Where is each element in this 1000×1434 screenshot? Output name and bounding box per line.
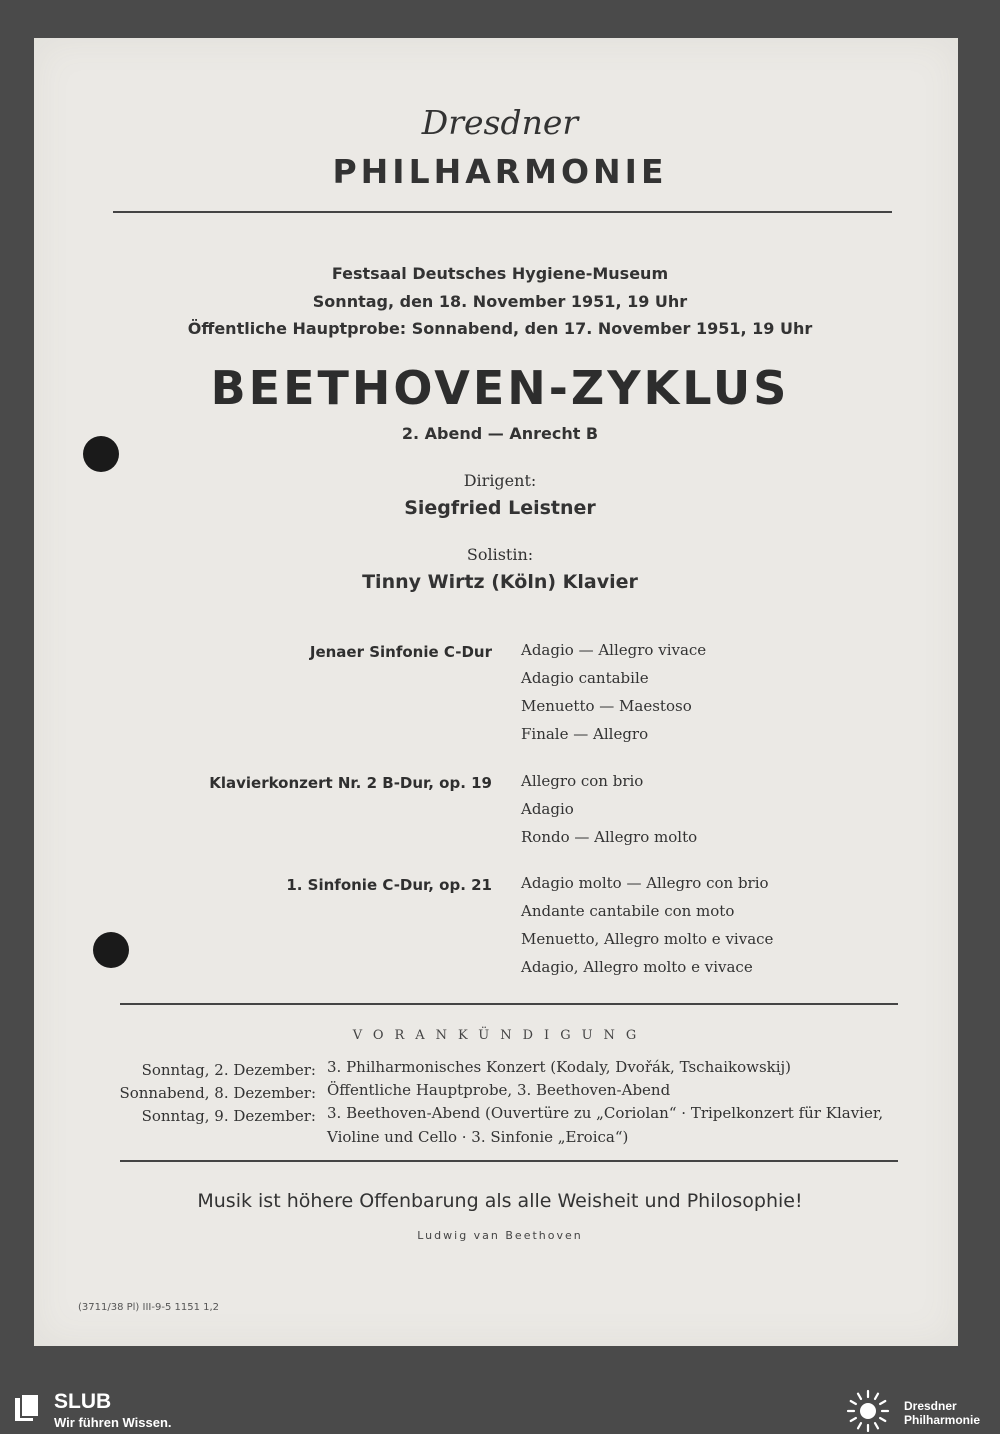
venue-line: Festsaal Deutsches Hygiene-Museum — [331, 264, 669, 283]
announcement-date: Sonntag, 2. Dezember: — [141, 1061, 316, 1079]
movement: Adagio — Allegro vivace — [521, 641, 707, 659]
soloist-name: Tinny Wirtz (Köln) Klavier — [362, 571, 638, 593]
partner-name-line2: Philharmonie — [904, 1413, 981, 1427]
movement: Adagio, Allegro molto e vivace — [521, 958, 753, 976]
slub-name: SLUB — [54, 1390, 112, 1413]
header-divider — [113, 211, 892, 213]
movement: Rondo — Allegro molto — [521, 828, 698, 846]
work-title: Klavierkonzert Nr. 2 B-Dur, op. 19 — [209, 774, 492, 792]
slub-tagline: Wir führen Wissen. — [54, 1415, 172, 1430]
header-main-title: PHILHARMONIE — [332, 152, 668, 191]
quote-author: Ludwig van Beethoven — [417, 1229, 583, 1242]
soloist-label: Solistin: — [466, 545, 534, 564]
announcement-text: 3. Beethoven-Abend (Ouvertüre zu „Coriolan“ · Tripelkonzert für Klavier, — [327, 1104, 884, 1122]
movement: Allegro con brio — [521, 772, 644, 790]
rehearsal-date: Öffentliche Hauptprobe: Sonnabend, den 17. November 1951, 19 Uhr — [187, 319, 813, 338]
sunburst-logo-icon — [842, 1388, 894, 1432]
announcement-text: Violine und Cello · 3. Sinfonie „Eroica“) — [327, 1128, 629, 1146]
header-script-title: Dresdner — [421, 103, 579, 142]
footer-bar — [0, 1384, 1000, 1434]
concert-date: Sonntag, den 18. November 1951, 19 Uhr — [312, 292, 688, 311]
movement: Adagio — [521, 800, 574, 818]
movement: Adagio molto — Allegro con brio — [521, 874, 769, 892]
announcement-divider — [120, 1160, 898, 1162]
announcement-heading: VORANKÜNDIGUNG — [352, 1028, 648, 1043]
announcement-text: 3. Philharmonisches Konzert (Kodaly, Dvořák, Tschaikowskij) — [327, 1058, 792, 1076]
movement: Menuetto, Allegro molto e vivace — [521, 930, 774, 948]
work-title: Jenaer Sinfonie C-Dur — [309, 643, 492, 661]
partner-name-line1: Dresdner — [904, 1399, 957, 1413]
announcement-date: Sonntag, 9. Dezember: — [141, 1107, 316, 1125]
movement: Andante cantabile con moto — [521, 902, 735, 920]
print-code: (3711/38 Pl) III-9-5 1151 1,2 — [78, 1302, 220, 1313]
work-title: 1. Sinfonie C-Dur, op. 21 — [286, 876, 492, 894]
punch-hole-bottom — [93, 932, 129, 968]
concert-subtitle: 2. Abend — Anrecht B — [401, 424, 599, 443]
announcement-date: Sonnabend, 8. Dezember: — [119, 1084, 316, 1102]
movement: Adagio cantabile — [521, 669, 649, 687]
program-divider — [120, 1003, 898, 1005]
slub-logo-icon — [13, 1393, 41, 1423]
conductor-label: Dirigent: — [463, 471, 537, 490]
movement: Menuetto — Maestoso — [521, 697, 692, 715]
beethoven-quote: Musik ist höhere Offenbarung als alle Weisheit und Philosophie! — [197, 1190, 803, 1212]
conductor-name: Siegfried Leistner — [404, 497, 596, 519]
concert-title: BEETHOVEN-ZYKLUS — [210, 361, 790, 415]
program-sheet — [34, 38, 958, 1346]
movement: Finale — Allegro — [521, 725, 649, 743]
announcement-text: Öffentliche Hauptprobe, 3. Beethoven-Abend — [327, 1081, 671, 1099]
